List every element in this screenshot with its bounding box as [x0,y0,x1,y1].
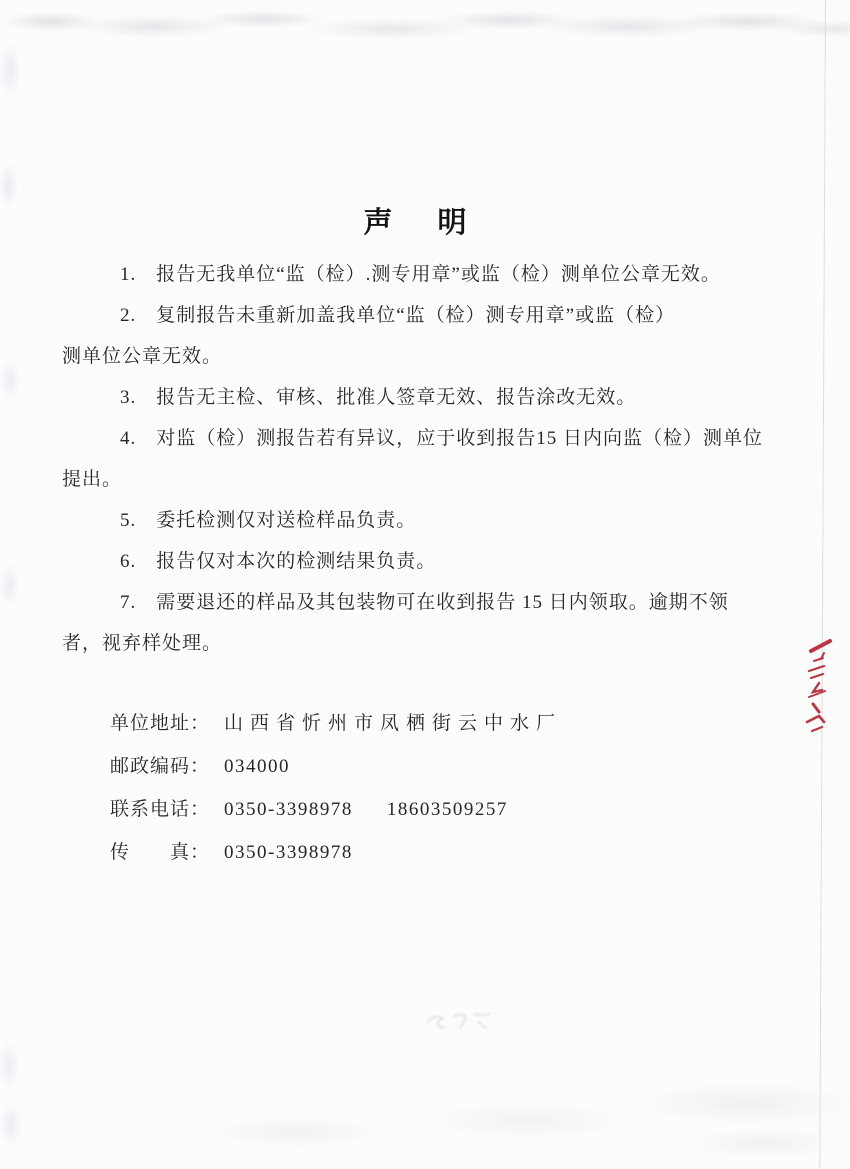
contact-block [110,702,710,874]
red-stamp-fragment-icon [802,636,836,736]
fax-label: 传 真： [110,842,211,863]
contact-row-phone [110,788,710,831]
page-title: 声 明 [363,207,475,239]
postcode-label: 邮政编码： [110,756,211,777]
statement-line-4b: 提出。 [62,469,123,490]
phone-value-1: 0350-3398978 [224,799,353,820]
statement-line-3: 3. 报告无主检、审核、批准人签章无效、报告涂改无效。 [120,387,637,408]
postcode-value: 034000 [224,756,291,777]
phone-value-2: 18603509257 [386,799,508,820]
contact-row-address [110,702,710,745]
statement-line-1: 1. 报告无我单位“监（检）.测专用章”或监（检）测单位公章无效。 [120,264,721,285]
contact-row-postcode [110,745,710,788]
statement-line-2b: 测单位公章无效。 [62,346,223,367]
scan-noise-top-band [0,0,850,48]
statement-line-2: 2. 复制报告未重新加盖我单位“监（检）测专用章”或监（检） [120,305,676,326]
phone-label: 联系电话： [110,799,211,820]
address-label: 单位地址： [110,713,211,734]
scan-noise-left-edge [0,0,34,1169]
scan-noise-bottom-band [0,1040,850,1155]
contact-row-fax [110,831,710,874]
address-value: 山西省忻州市凤栖街云中水厂 [224,713,563,734]
fax-value: 0350-3398978 [224,842,353,863]
statement-body [62,254,794,664]
statement-line-7: 7. 需要退还的样品及其包装物可在收到报告 15 日内领取。逾期不领 [120,592,729,613]
statement-line-5: 5. 委托检测仅对送检样品负责。 [120,510,417,531]
faint-ink-smudge [420,1004,500,1044]
statement-line-4: 4. 对监（检）测报告若有异议，应于收到报告15 日内向监（检）测单位 [120,428,764,449]
statement-line-6: 6. 报告仅对本次的检测结果负责。 [120,551,437,572]
page-edge-line [819,0,826,1169]
statement-line-7b: 者，视弃样处理。 [62,633,223,654]
